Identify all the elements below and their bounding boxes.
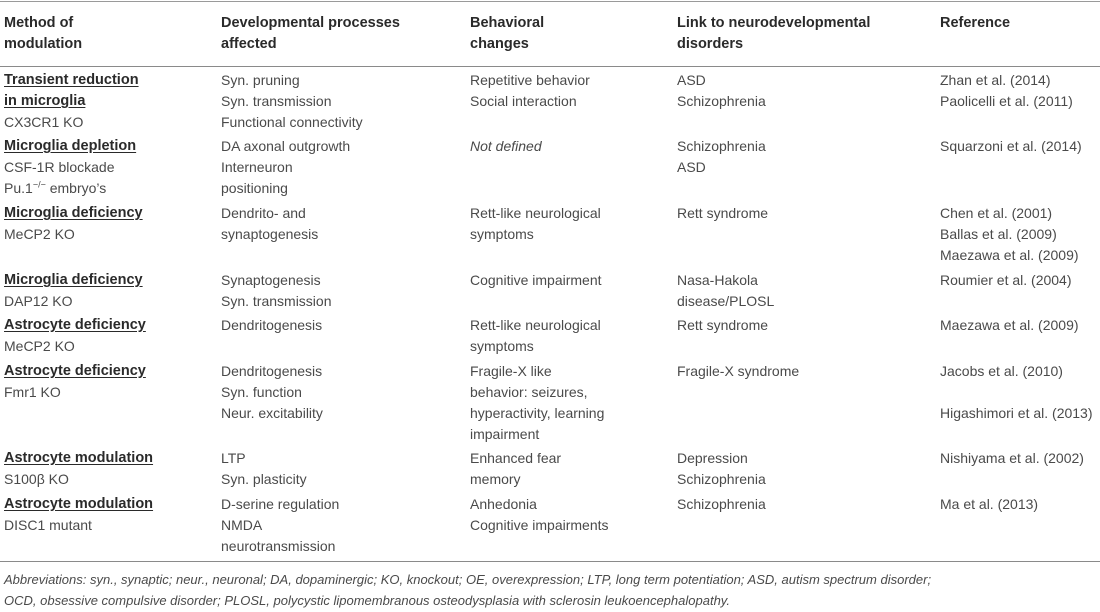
behavior-cell: Rett-like neurological symptoms	[470, 205, 601, 242]
link-cell: Schizophrenia	[677, 496, 766, 512]
method-cell: Astrocyte deficiency Fmr1 KO	[4, 363, 146, 400]
behavior-cell: Anhedonia Cognitive impairments	[470, 496, 609, 533]
link-cell: Nasa-Hakola disease/PLOSL	[677, 272, 775, 309]
link-cell: ASD Schizophrenia	[677, 72, 766, 109]
processes-cell: DA axonal outgrowth Interneuron positioning	[221, 138, 351, 196]
processes-cell: Synaptogenesis Syn. transmission	[221, 272, 332, 309]
top-rule	[0, 1, 1100, 2]
reference-cell: Jacobs et al. (2010) Higashimori et al. (2013)	[940, 363, 1093, 421]
reference-cell: Chen et al. (2001) Ballas et al. (2009) Maezawa et al. (2009)	[940, 205, 1079, 263]
processes-cell: D-serine regulation NMDA neurotransmission	[221, 496, 340, 554]
link-cell: Schizophrenia ASD	[677, 138, 766, 175]
link-cell: Depression Schizophrenia	[677, 450, 766, 487]
header-rule	[0, 66, 1100, 67]
method-cell: Microglia deficiency DAP12 KO	[4, 272, 143, 309]
behavior-cell: Fragile-X like behavior: seizures, hyperactivity, learning impairment	[470, 363, 605, 442]
method-cell: Transient reduction in microglia CX3CR1 KO	[4, 72, 139, 130]
header-processes: Developmental processes affected	[221, 15, 400, 52]
reference-cell: Maezawa et al. (2009)	[940, 317, 1079, 333]
processes-cell: Dendrito- and synaptogenesis	[221, 205, 319, 242]
link-cell: Rett syndrome	[677, 205, 769, 221]
reference-cell: Zhan et al. (2014) Paolicelli et al. (2011)	[940, 72, 1073, 109]
method-cell: Astrocyte modulation DISC1 mutant	[4, 496, 154, 533]
reference-cell: Squarzoni et al. (2014)	[940, 138, 1082, 154]
header-link: Link to neurodevelopmental disorders	[677, 15, 871, 52]
behavior-cell: Cognitive impairment	[470, 272, 602, 288]
method-cell: Microglia deficiency MeCP2 KO	[4, 205, 143, 242]
reference-cell: Roumier et al. (2004)	[940, 272, 1072, 288]
processes-cell: Dendritogenesis Syn. function Neur. excitability	[221, 363, 323, 421]
link-cell: Fragile-X syndrome	[677, 363, 800, 379]
processes-cell: LTP Syn. plasticity	[221, 450, 307, 487]
processes-cell: Dendritogenesis	[221, 317, 323, 333]
bottom-rule	[0, 561, 1100, 562]
reference-cell: Nishiyama et al. (2002)	[940, 450, 1084, 466]
header-behavior: Behavioral changes	[470, 15, 545, 52]
method-cell: Astrocyte modulation S100β KO	[4, 450, 154, 487]
method-cell: Microglia depletion CSF-1R blockade Pu.1−/− embryo’s	[4, 138, 137, 196]
behavior-cell: Repetitive behavior Social interaction	[470, 72, 590, 109]
header-method: Method of modulation	[4, 15, 83, 52]
behavior-cell: Not defined	[470, 138, 542, 154]
link-cell: Rett syndrome	[677, 317, 769, 333]
processes-cell: Syn. pruning Syn. transmission Functional connectivity	[221, 72, 363, 130]
header-reference: Reference	[940, 15, 1011, 31]
abbreviations-footnote: Abbreviations: syn., synaptic; neur., neuronal; DA, dopaminergic; KO, knockout; OE, overexpression; LTP, long term potentiation; ASD, autism spectrum disorder; OCD, obsessive compulsive disorder; PLOSL, polycystic lipomembranous osteodysplasia with sclerosin leukoencephalopathy.	[4, 572, 932, 608]
reference-cell: Ma et al. (2013)	[940, 496, 1039, 512]
behavior-cell: Rett-like neurological symptoms	[470, 317, 601, 354]
behavior-cell: Enhanced fear memory	[470, 450, 562, 487]
method-cell: Astrocyte deficiency MeCP2 KO	[4, 317, 146, 354]
